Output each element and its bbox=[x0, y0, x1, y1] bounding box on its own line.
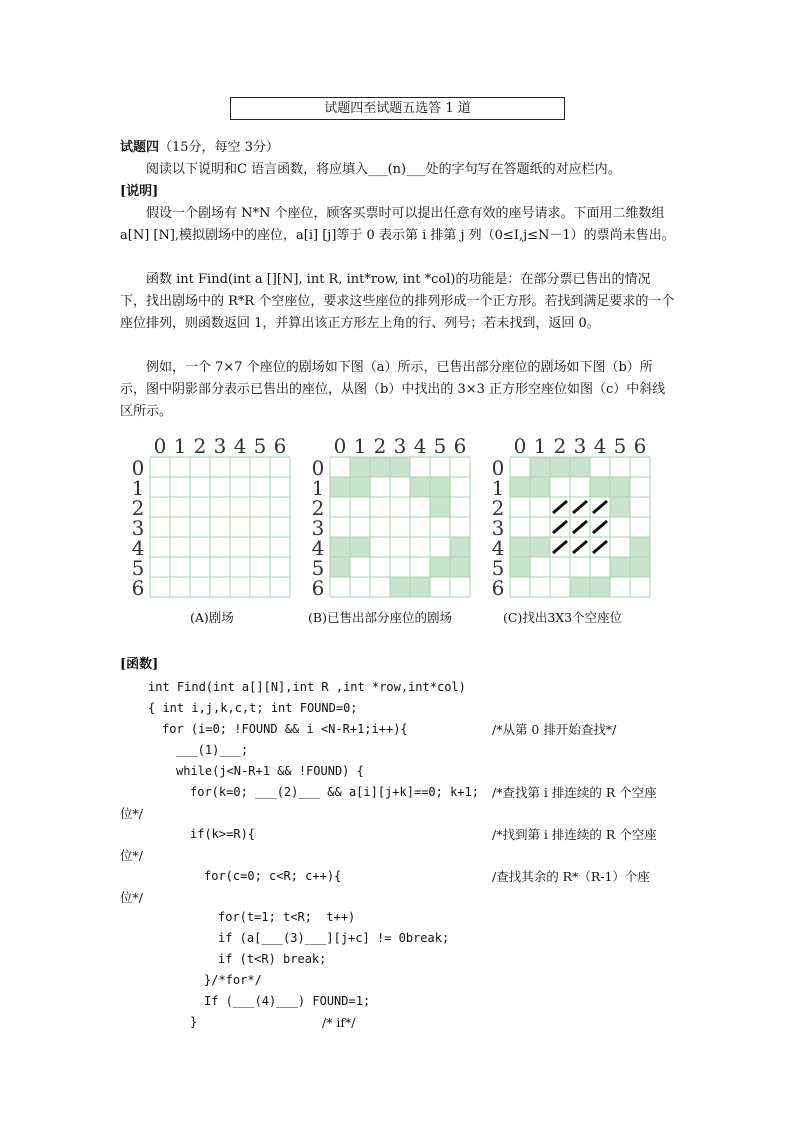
hatch-mark bbox=[593, 501, 607, 513]
code-line-6: for(k=0; ___(2)___ && a[i][j+k]==0; k+1; bbox=[190, 785, 479, 799]
sold-seat-c bbox=[530, 537, 550, 557]
col-label-a: 6 bbox=[273, 434, 287, 458]
sold-seat-c bbox=[530, 477, 550, 497]
col-label-a: 4 bbox=[233, 434, 247, 458]
sold-seat-b bbox=[390, 577, 410, 597]
col-label-a: 2 bbox=[193, 434, 207, 458]
sold-seat-c bbox=[510, 477, 530, 497]
col-label-b: 6 bbox=[453, 434, 467, 458]
col-label-b: 4 bbox=[413, 434, 427, 458]
row-label-b: 0 bbox=[311, 456, 325, 480]
code-line-5: while(j<N-R+1 && !FOUND) { bbox=[176, 764, 364, 778]
description-paragraph-3: 例如，一个 7×7 个座位的剧场如下图（a）所示，已售出部分座位的剧场如下图（b）所示，图中阴影部分表示已售出的座位，从图（b）中找出的 3×3 正方形空座位如图（c）中斜线区所示。 bbox=[120, 360, 666, 419]
code-comment-3: /*找到第 i 排连续的 R 个空座 bbox=[492, 827, 657, 842]
row-label-c: 6 bbox=[491, 576, 505, 600]
hatch-mark bbox=[553, 501, 567, 513]
sold-seat-b bbox=[350, 457, 370, 477]
sold-seat-c bbox=[510, 557, 530, 577]
col-label-a: 5 bbox=[253, 434, 267, 458]
sold-seat-c bbox=[570, 577, 590, 597]
description-paragraph-2: 函数 int Find(int a [][N], int R, int*row, int *col)的功能是：在部分票已售出的情况下，找出剧场中的 R*R 个空座位，要求这些座位的排列形成一个正方形。若找到满足要求的一个座位排列，则函数返回 1，并算出该正方形左上角的行、列号；若未找到，返回 0。 bbox=[120, 272, 675, 331]
row-label-a: 1 bbox=[131, 476, 145, 500]
row-label-a: 5 bbox=[131, 556, 145, 580]
code-line-4: ___(1)___; bbox=[176, 743, 249, 757]
row-label-b: 5 bbox=[311, 556, 325, 580]
hatch-mark bbox=[553, 521, 567, 533]
sold-seat-b bbox=[370, 457, 390, 477]
row-label-a: 0 bbox=[131, 456, 145, 480]
hatch-mark bbox=[593, 541, 607, 553]
code-line-8: for(c=0; c<R; c++){ bbox=[204, 869, 342, 883]
sold-seat-c bbox=[510, 537, 530, 557]
sold-seat-b bbox=[450, 537, 470, 557]
sold-seat-c bbox=[630, 537, 650, 557]
sold-seat-c bbox=[610, 477, 630, 497]
row-label-a: 6 bbox=[131, 576, 145, 600]
row-label-c: 0 bbox=[491, 456, 505, 480]
code-line-12: }/*for*/ bbox=[204, 973, 262, 987]
code-line-11: if (t<R) break; bbox=[218, 952, 327, 966]
col-label-b: 5 bbox=[433, 434, 447, 458]
col-label-c: 1 bbox=[533, 434, 547, 458]
caption-b: (B)已售出部分座位的剧场 bbox=[308, 610, 452, 625]
row-label-b: 3 bbox=[311, 516, 325, 540]
sold-seat-b bbox=[350, 537, 370, 557]
sold-seat-b bbox=[330, 537, 350, 557]
row-label-a: 3 bbox=[131, 516, 145, 540]
sold-seat-c bbox=[590, 577, 610, 597]
hatch-mark bbox=[573, 521, 587, 533]
sold-seat-b bbox=[430, 497, 450, 517]
row-label-c: 1 bbox=[491, 476, 505, 500]
row-label-c: 3 bbox=[491, 516, 505, 540]
sold-seat-c bbox=[590, 477, 610, 497]
sold-seat-b bbox=[450, 557, 470, 577]
col-label-b: 2 bbox=[373, 434, 387, 458]
col-label-b: 3 bbox=[393, 434, 407, 458]
caption-c: (C)找出3X3个空座位 bbox=[503, 610, 623, 625]
row-label-a: 2 bbox=[131, 496, 145, 520]
code-comment-1: /*从第 0 排开始查找*/ bbox=[492, 722, 617, 737]
code-comment-4-wrap: 位*/ bbox=[120, 890, 143, 905]
row-label-a: 4 bbox=[131, 536, 145, 560]
question-label: 试题四 bbox=[120, 140, 160, 155]
code-comment-2: /*查找第 i 排连续的 R 个空座 bbox=[492, 785, 657, 800]
theater-figure bbox=[120, 432, 665, 632]
row-label-b: 6 bbox=[311, 576, 325, 600]
section-title: 试题四至试题五选答 1 道 bbox=[230, 97, 565, 120]
code-line-1: int Find(int a[][N],int R ,int *row,int*col) bbox=[148, 680, 466, 694]
col-label-c: 2 bbox=[553, 434, 567, 458]
description-paragraph-1: 假设一个剧场有 N*N 个座位，顾客买票时可以提出任意有效的座号请求。下面用二维数组 a[N] [N],模拟剧场中的座位，a[i] [j]等于 0 表示第 i 排第 j 列（0≤I,j≤N－1）的票尚未售出。 bbox=[120, 206, 675, 243]
hatch-mark bbox=[573, 541, 587, 553]
hatch-mark bbox=[593, 521, 607, 533]
col-label-c: 0 bbox=[513, 434, 527, 458]
row-label-c: 5 bbox=[491, 556, 505, 580]
row-label-c: 4 bbox=[491, 536, 505, 560]
sold-seat-b bbox=[330, 477, 350, 497]
sold-seat-c bbox=[610, 557, 630, 577]
sold-seat-b bbox=[410, 577, 430, 597]
row-label-b: 1 bbox=[311, 476, 325, 500]
col-label-c: 3 bbox=[573, 434, 587, 458]
hatch-mark bbox=[553, 541, 567, 553]
col-label-b: 0 bbox=[333, 434, 347, 458]
sold-seat-b bbox=[410, 477, 430, 497]
code-comment-2-wrap: 位*/ bbox=[120, 806, 143, 821]
row-label-b: 2 bbox=[311, 496, 325, 520]
hatch-mark bbox=[573, 501, 587, 513]
sold-seat-c bbox=[570, 457, 590, 477]
code-line-7: if(k>=R){ bbox=[190, 827, 256, 841]
question-score: （15分，每空 3分） bbox=[159, 140, 279, 155]
code-line-10: if (a[___(3)___][j+c] != 0break; bbox=[218, 931, 450, 945]
col-label-c: 4 bbox=[593, 434, 607, 458]
sold-seat-c bbox=[530, 457, 550, 477]
sold-seat-b bbox=[350, 477, 370, 497]
col-label-a: 0 bbox=[153, 434, 167, 458]
sold-seat-b bbox=[430, 477, 450, 497]
col-label-a: 1 bbox=[173, 434, 187, 458]
col-label-c: 6 bbox=[633, 434, 647, 458]
row-label-c: 2 bbox=[491, 496, 505, 520]
col-label-a: 3 bbox=[213, 434, 227, 458]
sold-seat-c bbox=[630, 557, 650, 577]
sold-seat-c bbox=[550, 457, 570, 477]
function-heading: [函数] bbox=[120, 657, 159, 672]
code-line-3: for (i=0; !FOUND && i <N-R+1;i++){ bbox=[162, 722, 408, 736]
description-heading: [说明] bbox=[120, 184, 159, 199]
sold-seat-b bbox=[430, 557, 450, 577]
sold-seat-b bbox=[330, 557, 350, 577]
code-line-14: } bbox=[190, 1015, 198, 1029]
code-comment-5: /* if*/ bbox=[322, 1015, 356, 1030]
code-comment-4: /查找其余的 R*（R-1）个座 bbox=[492, 869, 650, 884]
code-line-2: { int i,j,k,c,t; int FOUND=0; bbox=[148, 701, 358, 715]
question-instruction: 阅读以下说明和C 语言函数，将应填入___(n)___处的字句写在答题纸的对应栏内。 bbox=[146, 162, 621, 177]
caption-a: (A)剧场 bbox=[190, 610, 234, 625]
col-label-c: 5 bbox=[613, 434, 627, 458]
code-line-9: for(t=1; t<R; t++) bbox=[218, 910, 356, 924]
theater-grids bbox=[120, 432, 665, 632]
col-label-b: 1 bbox=[353, 434, 367, 458]
code-line-13: If (___(4)___) FOUND=1; bbox=[204, 994, 371, 1008]
sold-seat-b bbox=[390, 457, 410, 477]
row-label-b: 4 bbox=[311, 536, 325, 560]
code-comment-3-wrap: 位*/ bbox=[120, 848, 143, 863]
sold-seat-c bbox=[610, 497, 630, 517]
question-header bbox=[120, 137, 279, 159]
